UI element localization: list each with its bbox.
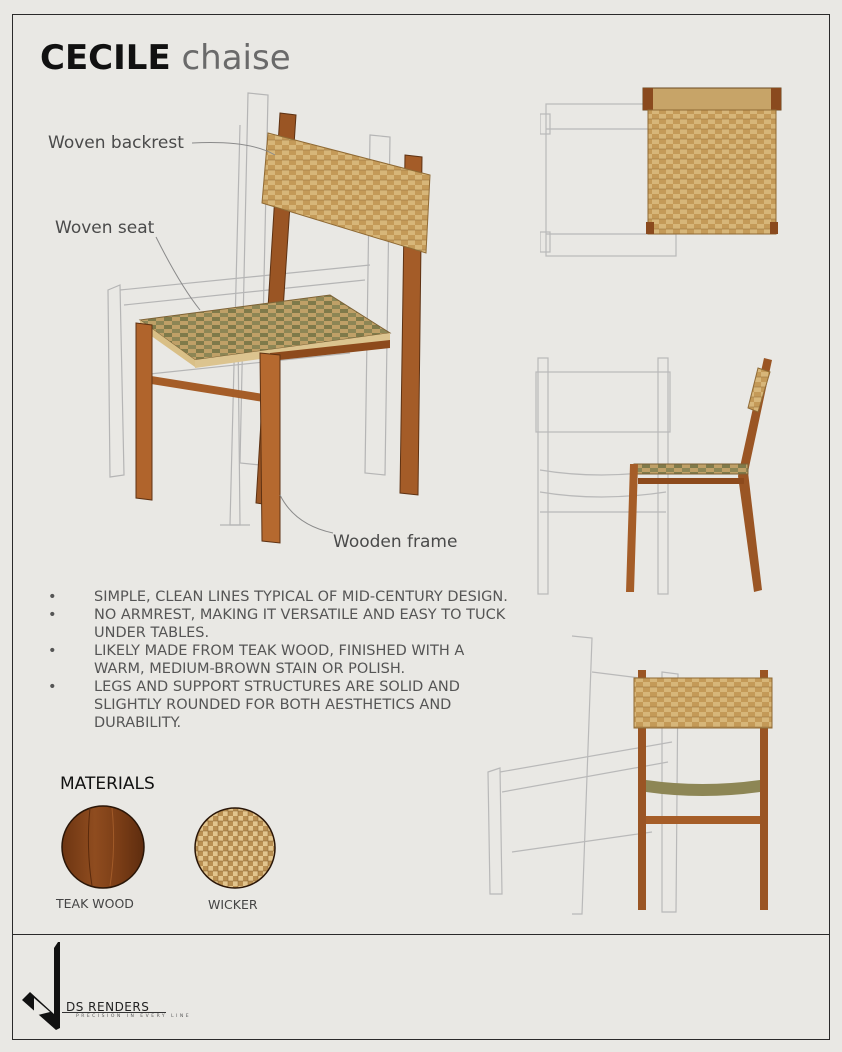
title-bold: CECILE [40,38,171,78]
feature-item: • NO ARMREST, MAKING IT VERSATILE AND EASY TO TUCK UNDER TABLES. [48,606,508,642]
logo-name: DS RENDERS [66,1000,150,1014]
back-view-illustration [482,632,782,922]
feature-item: • LIKELY MADE FROM TEAK WOOD, FINISHED WITH A WARM, MEDIUM-BROWN STAIN OR POLISH. [48,642,508,678]
ds-logo-icon [20,940,66,1032]
callout-seat: Woven seat [55,218,155,238]
wicker-label: WICKER [208,897,258,912]
feature-item: • LEGS AND SUPPORT STRUCTURES ARE SOLID AND SLIGHTLY ROUNDED FOR BOTH AESTHETICS AND DURABILITY. [48,678,508,732]
main-chair-illustration [100,85,440,555]
callout-frame: Wooden frame [333,532,458,552]
side-view-illustration [530,352,780,602]
top-view-illustration [540,84,790,264]
callout-backrest: Woven backrest [48,133,184,153]
wicker-swatch [193,806,277,890]
feature-list [48,588,508,732]
page-title [40,38,291,78]
feature-item: • SIMPLE, CLEAN LINES TYPICAL OF MID-CENTURY DESIGN. [48,588,508,606]
footer-divider [12,934,830,935]
logo-underline [62,1012,166,1013]
materials-heading: MATERIALS [60,774,155,794]
logo-tagline: PRECISION IN EVERY LINE [76,1014,192,1019]
teak-label: TEAK WOOD [56,896,134,911]
teak-swatch [60,804,146,890]
title-light: chaise [181,38,291,78]
